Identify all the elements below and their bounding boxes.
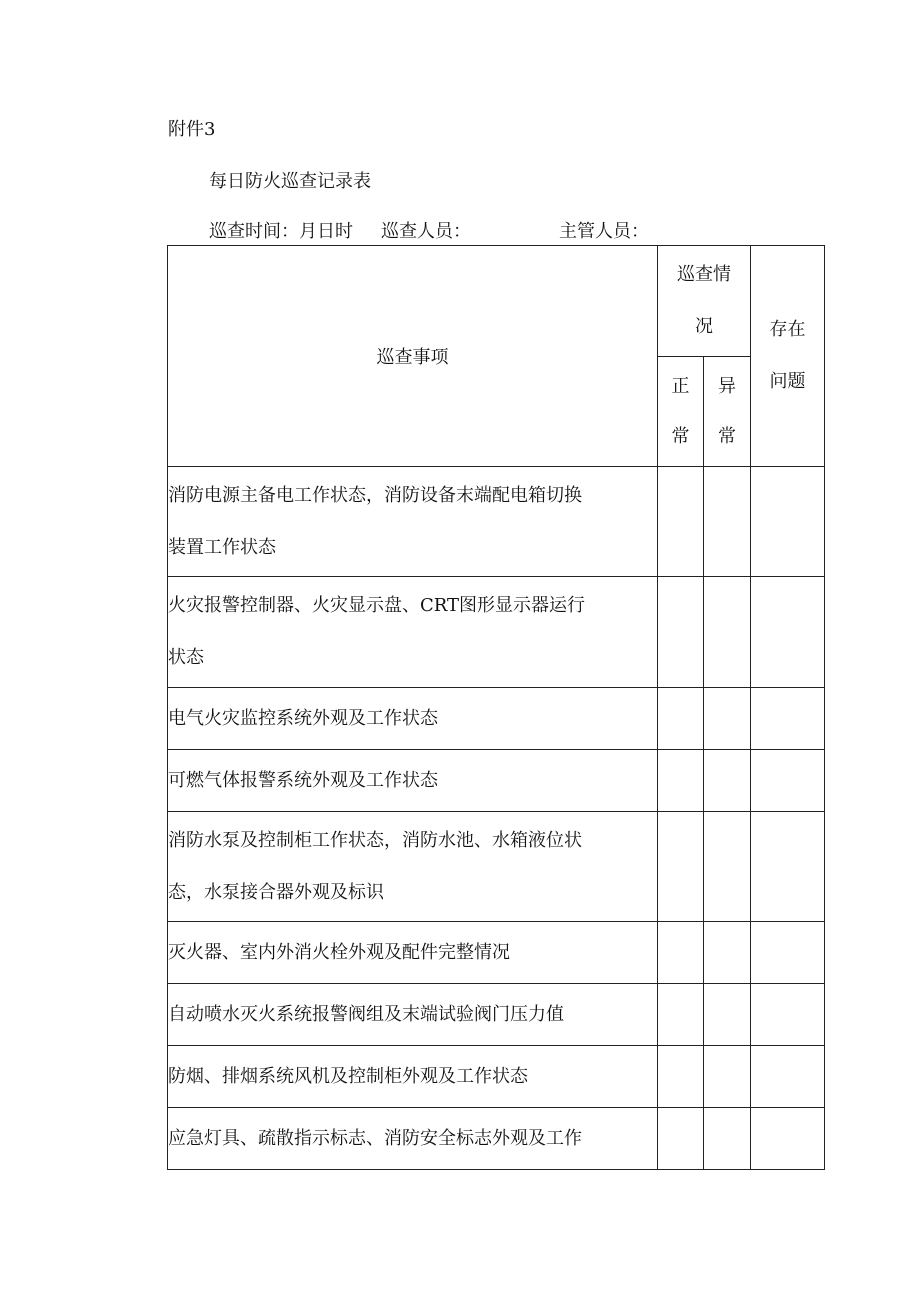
problem-cell[interactable] xyxy=(751,922,825,984)
abnormal-cell[interactable] xyxy=(704,750,751,812)
inspection-item: 应急灯具、疏散指示标志、消防安全标志外观及工作 xyxy=(168,1108,658,1170)
form-title: 每日防火巡查记录表 xyxy=(209,171,371,192)
inspector-label: 巡查人员： xyxy=(381,221,471,242)
abnormal-header-line2: 常 xyxy=(718,425,736,447)
abnormal-cell[interactable] xyxy=(704,812,751,922)
inspection-item: 灭火器、室内外消火栓外观及配件完整情况 xyxy=(168,922,658,984)
abnormal-cell[interactable] xyxy=(704,984,751,1046)
inspection-item xyxy=(168,812,658,922)
item-line2: 状态 xyxy=(168,647,204,668)
status-header-line1: 巡查情 xyxy=(677,264,731,285)
normal-cell[interactable] xyxy=(658,984,704,1046)
normal-cell[interactable] xyxy=(658,812,704,922)
header-row-1 xyxy=(168,246,825,357)
problem-cell[interactable] xyxy=(751,467,825,577)
problem-cell[interactable] xyxy=(751,984,825,1046)
abnormal-cell[interactable] xyxy=(704,467,751,577)
abnormal-column-header xyxy=(704,357,751,467)
table-row xyxy=(168,922,825,984)
normal-header-line1: 正 xyxy=(671,375,690,397)
item-line2: 装置工作状态 xyxy=(168,536,276,558)
table-row xyxy=(168,984,825,1046)
problem-cell[interactable] xyxy=(751,750,825,812)
abnormal-header-line1: 异 xyxy=(718,375,736,397)
inspection-item: 自动喷水灭火系统报警阀组及末端试验阀门压力值 xyxy=(168,984,658,1046)
inspection-item: 可燃气体报警系统外观及工作状态 xyxy=(168,750,658,812)
inspection-item: 防烟、排烟系统风机及控制柜外观及工作状态 xyxy=(168,1046,658,1108)
problem-header-line1: 存在 xyxy=(769,319,806,340)
table-row xyxy=(168,1046,825,1108)
table-row xyxy=(168,750,825,812)
item-column-header: 巡查事项 xyxy=(168,246,658,467)
item-line1: 消防电源主备电工作状态，消防设备末端配电箱切换 xyxy=(168,484,582,506)
normal-cell[interactable] xyxy=(658,922,704,984)
status-column-header xyxy=(658,246,751,357)
table-row xyxy=(168,467,825,577)
inspection-item xyxy=(168,467,658,577)
normal-cell[interactable] xyxy=(658,688,704,750)
table-row xyxy=(168,812,825,922)
item-line1: 火灾报警控制器、火灾显示盘、CRT图形显示器运行 xyxy=(168,595,586,616)
normal-column-header xyxy=(658,357,704,467)
problem-cell[interactable] xyxy=(751,1046,825,1108)
abnormal-cell[interactable] xyxy=(704,1046,751,1108)
problem-cell[interactable] xyxy=(751,812,825,922)
abnormal-cell[interactable] xyxy=(704,688,751,750)
status-header-line2: 况 xyxy=(695,316,713,337)
abnormal-cell[interactable] xyxy=(704,1108,751,1170)
inspection-item: 电气火灾监控系统外观及工作状态 xyxy=(168,688,658,750)
problem-header-line2: 问题 xyxy=(769,371,806,392)
inspection-item xyxy=(168,577,658,688)
problem-cell[interactable] xyxy=(751,1108,825,1170)
problem-cell[interactable] xyxy=(751,577,825,688)
inspection-table xyxy=(167,245,825,1170)
item-line1: 消防水泵及控制柜工作状态，消防水池、水箱液位状 xyxy=(168,829,582,851)
table-row xyxy=(168,1108,825,1170)
table-row xyxy=(168,577,825,688)
abnormal-cell[interactable] xyxy=(704,577,751,688)
abnormal-cell[interactable] xyxy=(704,922,751,984)
normal-cell[interactable] xyxy=(658,1046,704,1108)
table-row xyxy=(168,688,825,750)
normal-cell[interactable] xyxy=(658,750,704,812)
normal-cell[interactable] xyxy=(658,577,704,688)
problem-column-header xyxy=(751,246,825,467)
supervisor-label: 主管人员： xyxy=(559,221,649,242)
normal-cell[interactable] xyxy=(658,467,704,577)
item-line2: 态，水泵接合器外观及标识 xyxy=(168,881,384,903)
normal-header-line2: 常 xyxy=(671,425,690,447)
problem-cell[interactable] xyxy=(751,688,825,750)
normal-cell[interactable] xyxy=(658,1108,704,1170)
attachment-label: 附件3 xyxy=(168,119,216,140)
inspection-time-label: 巡查时间：月日时 xyxy=(209,221,353,242)
